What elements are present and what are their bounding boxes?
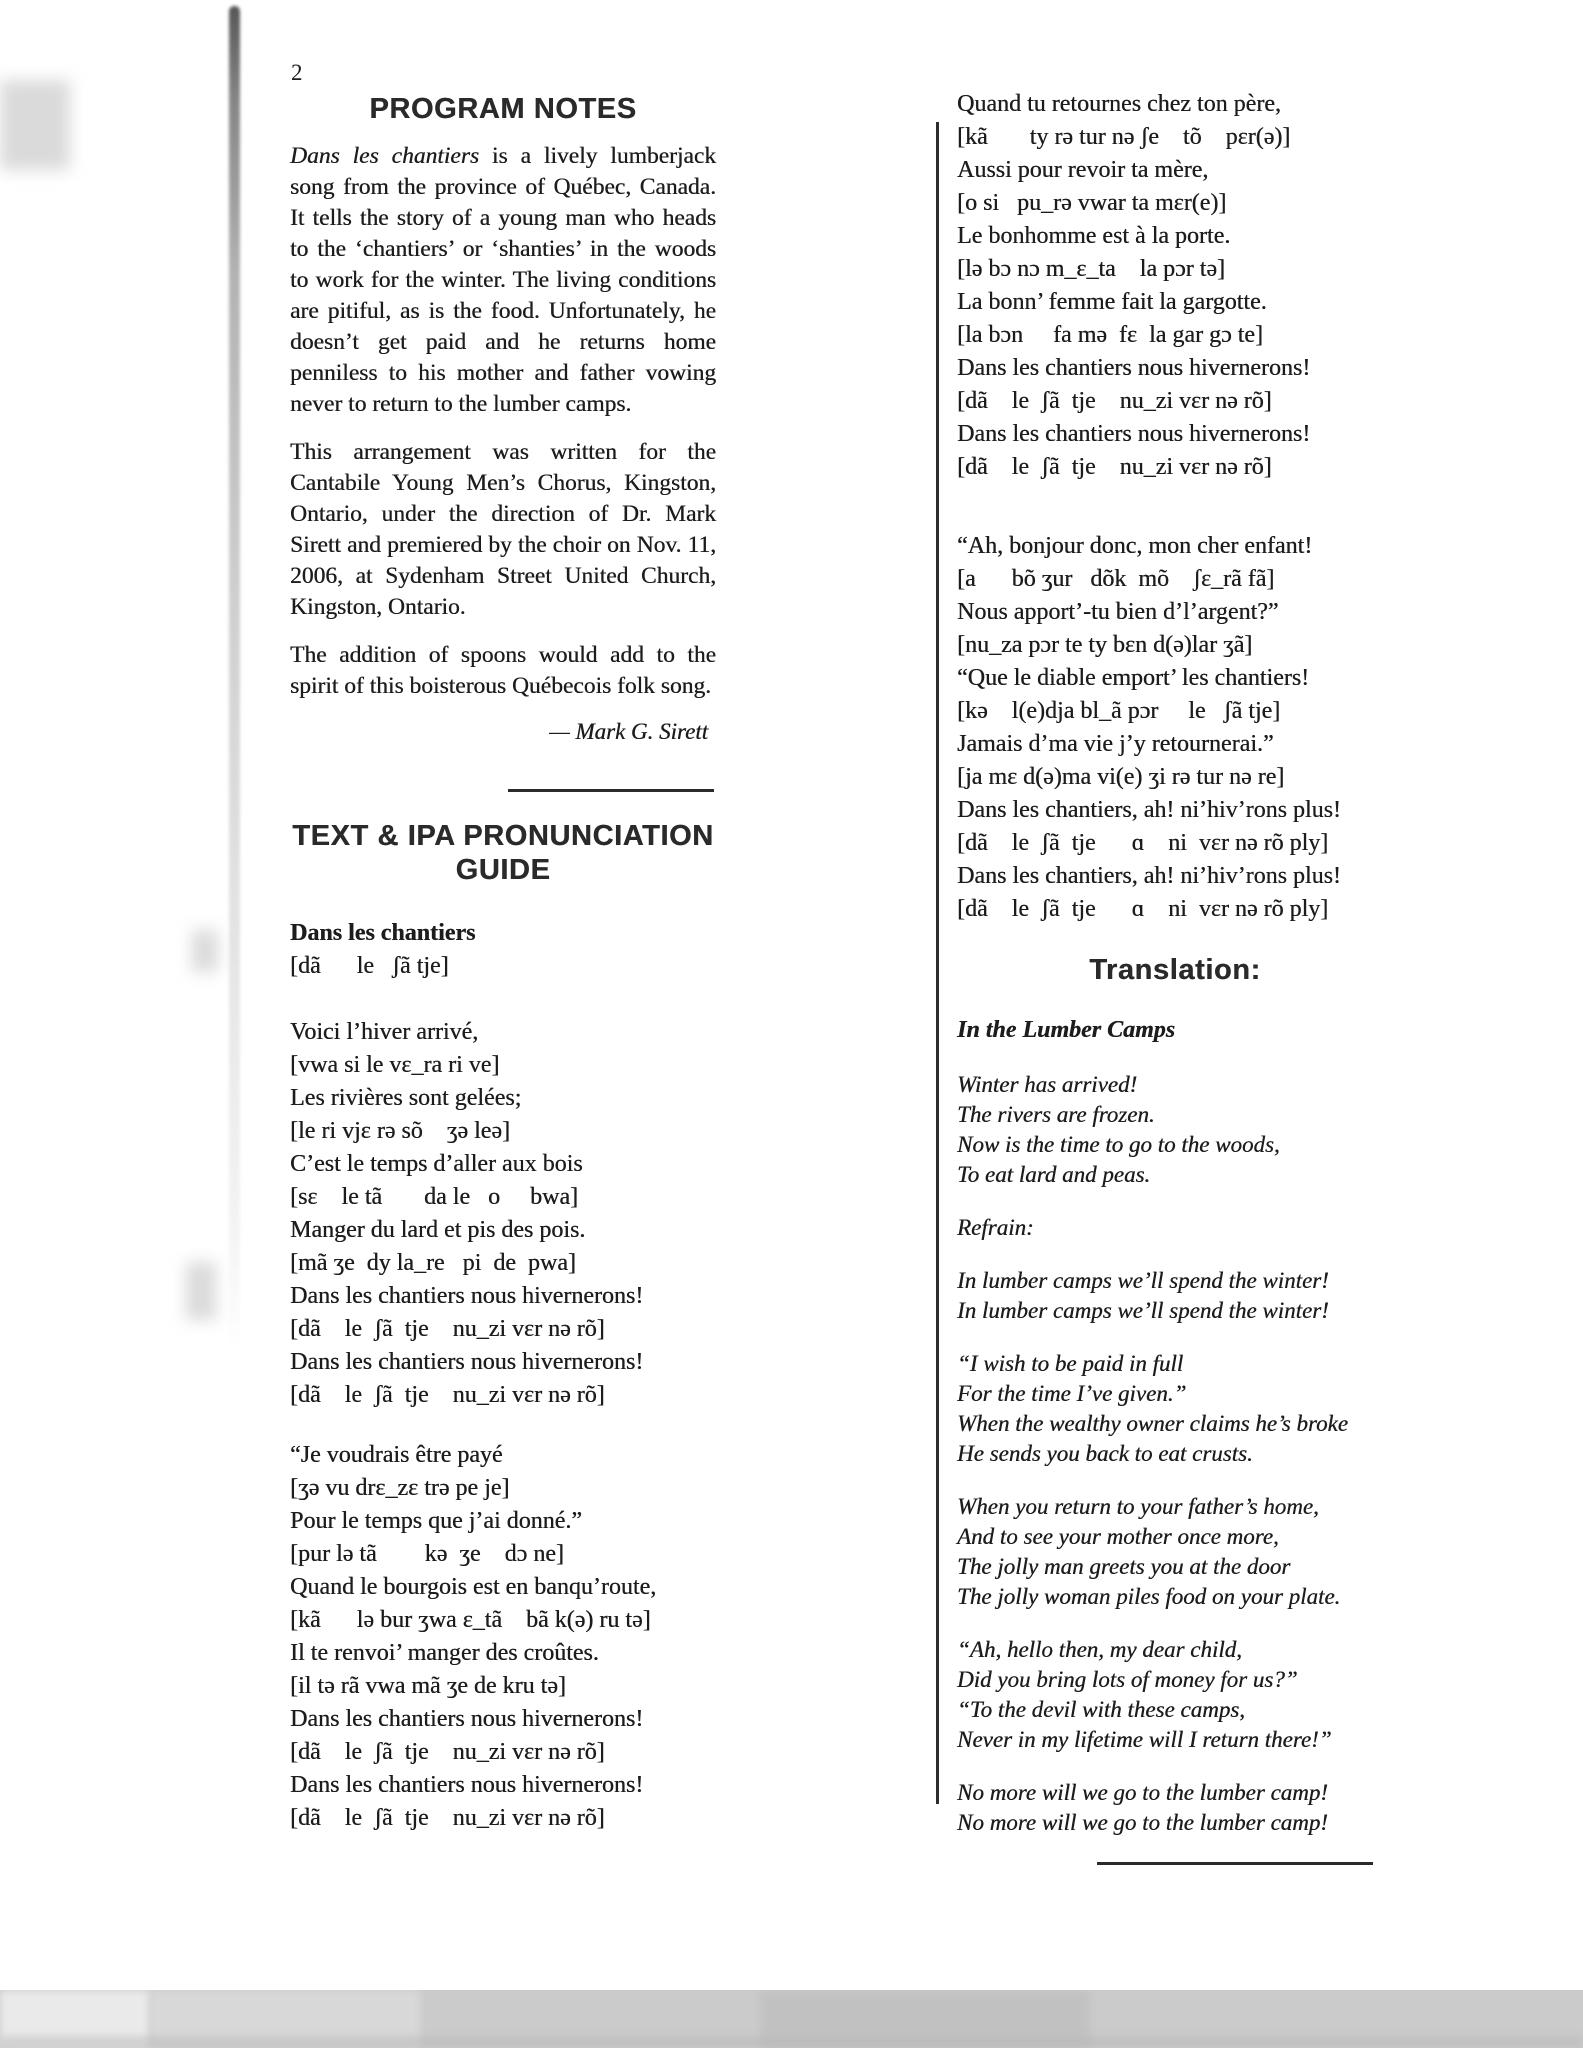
text-line: For the time I’ve given.”	[957, 1381, 1187, 1406]
author-attribution: — Mark G. Sirett	[549, 719, 708, 744]
ipa-line: [o si pu_rə vwar ta mɛr(e)]	[957, 190, 1227, 216]
text-line: “Ah, bonjour donc, mon cher enfant!	[957, 533, 1313, 559]
section-divider-rule	[508, 789, 714, 792]
scan-smudge	[186, 1262, 216, 1320]
ipa-line: [pur lə tã kə ʒe dɔ ne]	[290, 1541, 564, 1567]
right-column	[957, 88, 1393, 1865]
text-line: And to see your mother once more,	[957, 1524, 1279, 1549]
program-notes-paragraph-3: The addition of spoons would add to the spirit of this boisterous Québecois folk song.	[290, 642, 716, 699]
text-line: The jolly man greets you at the door	[957, 1554, 1291, 1579]
text-line: To eat lard and peas.	[957, 1162, 1151, 1187]
stanza	[957, 1778, 1393, 1838]
text-line: Dans les chantiers nous hivernerons!	[957, 421, 1311, 447]
ipa-line: [kə l(e)dja bl_ã pɔr le ʃã tje]	[957, 698, 1281, 724]
text-line: La bonn’ femme fait la gargotte.	[957, 289, 1267, 315]
ipa-line: [dã le ʃã tje nu_zi vɛr nə rõ]	[290, 1805, 605, 1831]
ipa-line: [dã le ʃã tje nu_zi vɛr nə rõ]	[957, 454, 1272, 480]
text-line: Quand tu retournes chez ton père,	[957, 91, 1281, 117]
text-line: Dans les chantiers, ah! ni’hiv’rons plus!	[957, 863, 1341, 889]
text-line: Dans les chantiers nous hivernerons!	[290, 1772, 644, 1798]
stanza	[957, 530, 1393, 926]
song-title: Dans les chantiers	[290, 920, 476, 946]
paragraph-text: is a lively lumberjack song from the province of Québec, Canada. It tells the story of a young man who heads to the ‘chantiers’ or ‘shanties’ in the woods to work for the winter. The living conditions are pitiful, as is the food. Unfortunately, he doesn’t get paid and he returns home penniless to his mother and father vowing never to return to the lumber camps.	[290, 143, 716, 417]
ipa-line: [le ri vjɛ rə sõ ʒə leə]	[290, 1118, 510, 1144]
stanza	[957, 1213, 1393, 1243]
song-title-ipa-line: [dã le ʃã tje]	[290, 953, 449, 979]
text-line: Quand le bourgois est en banqu’route,	[290, 1574, 657, 1600]
stanza	[957, 1349, 1393, 1469]
ipa-line: [dã le ʃã tje ɑ ni vɛr nə rõ ply]	[957, 896, 1329, 922]
text-line: In lumber camps we’ll spend the winter!	[957, 1298, 1329, 1323]
ipa-line: [kã lə bur ʒwa ɛ_tã bã k(ə) ru tə]	[290, 1607, 651, 1633]
text-line: “I wish to be paid in full	[957, 1351, 1184, 1376]
ipa-line: [sɛ le tã da le o bwa]	[290, 1184, 578, 1210]
text-line: “Ah, hello then, my dear child,	[957, 1637, 1242, 1662]
ipa-line: [dã le ʃã tje nu_zi vɛr nə rõ]	[290, 1382, 605, 1408]
text-line: When you return to your father’s home,	[957, 1494, 1319, 1519]
ipa-line: [ja mɛ d(ə)ma vi(e) ʒi rə tur nə re]	[957, 764, 1285, 790]
stanza	[957, 1266, 1393, 1326]
text-line: No more will we go to the lumber camp!	[957, 1780, 1328, 1805]
program-notes-heading: PROGRAM NOTES	[369, 93, 637, 125]
text-line: Dans les chantiers nous hivernerons!	[290, 1283, 644, 1309]
ipa-line: [a bõ ʒur dõk mõ ʃɛ_rã fã]	[957, 566, 1275, 592]
stanza	[957, 1492, 1393, 1612]
ipa-line: [dã le ʃã tje ɑ ni vɛr nə rõ ply]	[957, 830, 1329, 856]
scan-page-edge-shadow	[229, 6, 240, 1351]
lyrics-left	[290, 1016, 716, 1835]
text-line: He sends you back to eat crusts.	[957, 1441, 1253, 1466]
translation-text	[957, 1070, 1393, 1838]
text-line: Refrain:	[957, 1215, 1034, 1240]
text-line: Never in my lifetime will I return there!”	[957, 1727, 1332, 1752]
ipa-line: [il tə rã vwa mã ʒe de kru tə]	[290, 1673, 566, 1699]
scan-smudge	[0, 80, 70, 170]
text-line: Did you bring lots of money for us?”	[957, 1667, 1298, 1692]
scan-artifact	[0, 2036, 1583, 2048]
text-line: Jamais d’ma vie j’y retournerai.”	[957, 731, 1274, 757]
text-line: Manger du lard et pis des pois.	[290, 1217, 586, 1243]
scanner-bed-band	[0, 1990, 1583, 2048]
text-line: When the wealthy owner claims he’s broke	[957, 1411, 1348, 1436]
text-line: Pour le temps que j’ai donné.”	[290, 1508, 582, 1534]
text-line: The rivers are frozen.	[957, 1102, 1155, 1127]
text-line: Dans les chantiers nous hivernerons!	[290, 1349, 644, 1375]
ipa-line: [lə bɔ nɔ m_ɛ_ta la pɔr tə]	[957, 256, 1225, 282]
stanza	[290, 1016, 716, 1412]
ipa-line: [ʒə vu drɛ_zɛ trə pe je]	[290, 1475, 510, 1501]
ipa-line: [mã ʒe dy la_re pi de pwa]	[290, 1250, 576, 1276]
text-line: C’est le temps d’aller aux bois	[290, 1151, 583, 1177]
ipa-line: [nu_za pɔr te ty bɛn d(ə)lar ʒã]	[957, 632, 1253, 658]
text-line: “Je voudrais être payé	[290, 1442, 503, 1468]
program-notes-paragraph-1	[290, 141, 716, 420]
ipa-guide-heading-line1: TEXT & IPA PRONUNCIATION	[292, 820, 714, 852]
text-line: Dans les chantiers, ah! ni’hiv’rons plus!	[957, 797, 1341, 823]
text-line: In lumber camps we’ll spend the winter!	[957, 1268, 1329, 1293]
text-line: Now is the time to go to the woods,	[957, 1132, 1280, 1157]
stanza	[957, 1635, 1393, 1755]
scan-smudge	[192, 930, 218, 972]
program-notes-paragraph-2: This arrangement was written for the Cantabile Young Men’s Chorus, Kingston, Ontario, under the direction of Dr. Mark Sirett and premiered by the choir on Nov. 11, 2006, at Sydenham Street United Church, Kingston, Ontario.	[290, 439, 716, 620]
ipa-line: [dã le ʃã tje nu_zi vɛr nə rõ]	[290, 1316, 605, 1342]
ipa-line: [dã le ʃã tje nu_zi vɛr nə rõ]	[957, 388, 1272, 414]
stanza	[957, 88, 1393, 484]
column-divider-line	[936, 122, 939, 1804]
lyrics-right	[957, 88, 1393, 926]
ipa-line: [kã ty rə tur nə ʃe tõ pɛr(ə)]	[957, 124, 1291, 150]
text-line: Aussi pour revoir ta mère,	[957, 157, 1209, 183]
left-column	[290, 92, 716, 1862]
text-line: Dans les chantiers nous hivernerons!	[290, 1706, 644, 1732]
song-title-inline: Dans les chantiers	[290, 143, 480, 169]
text-line: Les rivières sont gelées;	[290, 1085, 522, 1111]
text-line: No more will we go to the lumber camp!	[957, 1810, 1328, 1835]
text-line: Dans les chantiers nous hivernerons!	[957, 355, 1311, 381]
translation-heading: Translation:	[1089, 954, 1261, 986]
page-number: 2	[291, 60, 303, 85]
stanza	[957, 1070, 1393, 1190]
text-line: Le bonhomme est à la porte.	[957, 223, 1231, 249]
ipa-guide-heading	[290, 819, 716, 887]
ipa-line: [la bɔn fa mə fɛ la gar gɔ te]	[957, 322, 1263, 348]
text-line: Il te renvoi’ manger des croûtes.	[290, 1640, 599, 1666]
ipa-guide-heading-line2: GUIDE	[455, 854, 551, 886]
text-line: Nous apport’-tu bien d’l’argent?”	[957, 599, 1279, 625]
text-line: The jolly woman piles food on your plate.	[957, 1584, 1341, 1609]
ipa-line: [dã le ʃã tje nu_zi vɛr nə rõ]	[290, 1739, 605, 1765]
translation-title: In the Lumber Camps	[957, 1017, 1176, 1043]
text-line: “To the devil with these camps,	[957, 1697, 1245, 1722]
bottom-rule	[1097, 1862, 1373, 1865]
text-line: “Que le diable emport’ les chantiers!	[957, 665, 1310, 691]
text-line: Voici l’hiver arrivé,	[290, 1019, 479, 1045]
stanza	[290, 1439, 716, 1835]
ipa-line: [vwa si le vɛ_ra ri ve]	[290, 1052, 500, 1078]
text-line: Winter has arrived!	[957, 1072, 1138, 1097]
